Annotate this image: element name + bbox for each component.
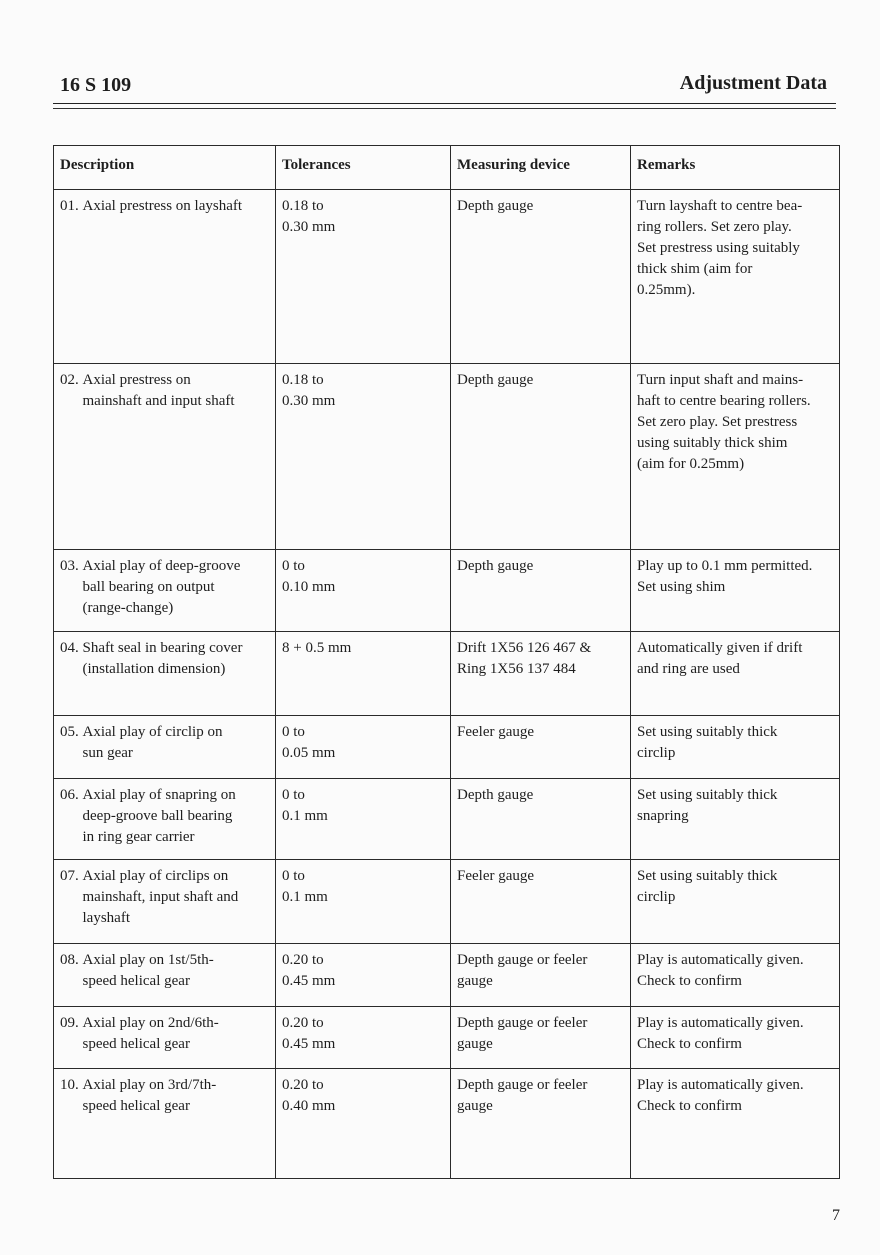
description-cell — [54, 1007, 276, 1069]
remarks-cell: Turn layshaft to centre bea- ring rollers. Set zero play. Set prestress using suitably thick shim (aim for 0.25mm). — [631, 190, 840, 364]
table-header-row — [54, 146, 840, 190]
row-number: 06. — [60, 787, 79, 803]
description-text: Axial play of circlip on sun gear — [82, 724, 223, 761]
row-number: 02. — [60, 372, 79, 388]
adjustment-data-table — [53, 145, 840, 1179]
description-text: Axial play of circlips on mainshaft, input shaft and layshaft — [82, 868, 239, 926]
description-text: Axial play of deep-groove ball bearing on output (range-change) — [82, 558, 241, 616]
tolerance-cell: 0.18 to 0.30 mm — [276, 364, 451, 550]
remarks-cell: Set using suitably thick circlip — [631, 860, 840, 944]
table-row — [54, 944, 840, 1007]
column-header-description: Description — [54, 146, 276, 190]
device-cell: Feeler gauge — [451, 860, 631, 944]
tolerance-cell: 8 + 0.5 mm — [276, 632, 451, 716]
column-header-remarks: Remarks — [631, 146, 840, 190]
remarks-cell: Set using suitably thick snapring — [631, 779, 840, 860]
header-rule-thin — [53, 108, 836, 109]
description-text: Axial play of snapring on deep-groove ball bearing in ring gear carrier — [82, 787, 236, 845]
description-text: Axial play on 3rd/7th- speed helical gear — [82, 1077, 217, 1114]
remarks-cell: Set using suitably thick circlip — [631, 716, 840, 779]
tolerance-cell: 0 to 0.1 mm — [276, 860, 451, 944]
document-code: 16 S 109 — [60, 74, 132, 96]
description-text: Axial prestress on mainshaft and input shaft — [82, 372, 235, 409]
header-rule — [53, 103, 836, 104]
remarks-cell: Play is automatically given. Check to confirm — [631, 1069, 840, 1179]
remarks-cell: Play is automatically given. Check to confirm — [631, 944, 840, 1007]
row-number: 08. — [60, 952, 79, 968]
device-cell: Depth gauge — [451, 779, 631, 860]
column-header-measuring-device: Measuring device — [451, 146, 631, 190]
remarks-cell: Turn input shaft and mains- haft to centre bearing rollers. Set zero play. Set prestress using suitably thick shim (aim for 0.25mm) — [631, 364, 840, 550]
description-text: Axial prestress on layshaft — [82, 198, 243, 214]
table-row — [54, 716, 840, 779]
table-row — [54, 860, 840, 944]
table-row — [54, 364, 840, 550]
row-number: 01. — [60, 198, 79, 214]
device-cell: Depth gauge — [451, 190, 631, 364]
device-cell: Feeler gauge — [451, 716, 631, 779]
remarks-cell: Play is automatically given. Check to confirm — [631, 1007, 840, 1069]
device-cell: Depth gauge — [451, 364, 631, 550]
device-cell: Depth gauge or feeler gauge — [451, 1007, 631, 1069]
description-cell — [54, 1069, 276, 1179]
tolerance-cell: 0.20 to 0.40 mm — [276, 1069, 451, 1179]
row-number: 10. — [60, 1077, 79, 1093]
device-cell: Depth gauge — [451, 550, 631, 632]
device-cell: Depth gauge or feeler gauge — [451, 944, 631, 1007]
remarks-cell: Automatically given if drift and ring are used — [631, 632, 840, 716]
row-number: 09. — [60, 1015, 79, 1031]
description-text: Shaft seal in bearing cover (installation dimension) — [82, 640, 243, 677]
row-number: 03. — [60, 558, 79, 574]
tolerance-cell: 0.18 to 0.30 mm — [276, 190, 451, 364]
description-cell — [54, 779, 276, 860]
remarks-cell: Play up to 0.1 mm permitted. Set using shim — [631, 550, 840, 632]
table-row — [54, 632, 840, 716]
description-cell — [54, 364, 276, 550]
table-row — [54, 1007, 840, 1069]
tolerance-cell: 0 to 0.10 mm — [276, 550, 451, 632]
device-cell: Depth gauge or feeler gauge — [451, 1069, 631, 1179]
tolerance-cell: 0 to 0.1 mm — [276, 779, 451, 860]
description-cell — [54, 860, 276, 944]
description-cell — [54, 944, 276, 1007]
description-cell — [54, 632, 276, 716]
tolerance-cell: 0.20 to 0.45 mm — [276, 1007, 451, 1069]
description-cell — [54, 190, 276, 364]
tolerance-cell: 0 to 0.05 mm — [276, 716, 451, 779]
table-row — [54, 550, 840, 632]
description-cell — [54, 550, 276, 632]
row-number: 07. — [60, 868, 79, 884]
page-number: 7 — [832, 1207, 840, 1224]
row-number: 05. — [60, 724, 79, 740]
page-title: Adjustment Data — [679, 72, 827, 94]
table-row — [54, 779, 840, 860]
tolerance-cell: 0.20 to 0.45 mm — [276, 944, 451, 1007]
column-header-tolerances: Tolerances — [276, 146, 451, 190]
description-text: Axial play on 1st/5th- speed helical gear — [82, 952, 214, 989]
table-row — [54, 190, 840, 364]
table-row — [54, 1069, 840, 1179]
device-cell: Drift 1X56 126 467 & Ring 1X56 137 484 — [451, 632, 631, 716]
description-cell — [54, 716, 276, 779]
description-text: Axial play on 2nd/6th- speed helical gear — [82, 1015, 219, 1052]
row-number: 04. — [60, 640, 79, 656]
